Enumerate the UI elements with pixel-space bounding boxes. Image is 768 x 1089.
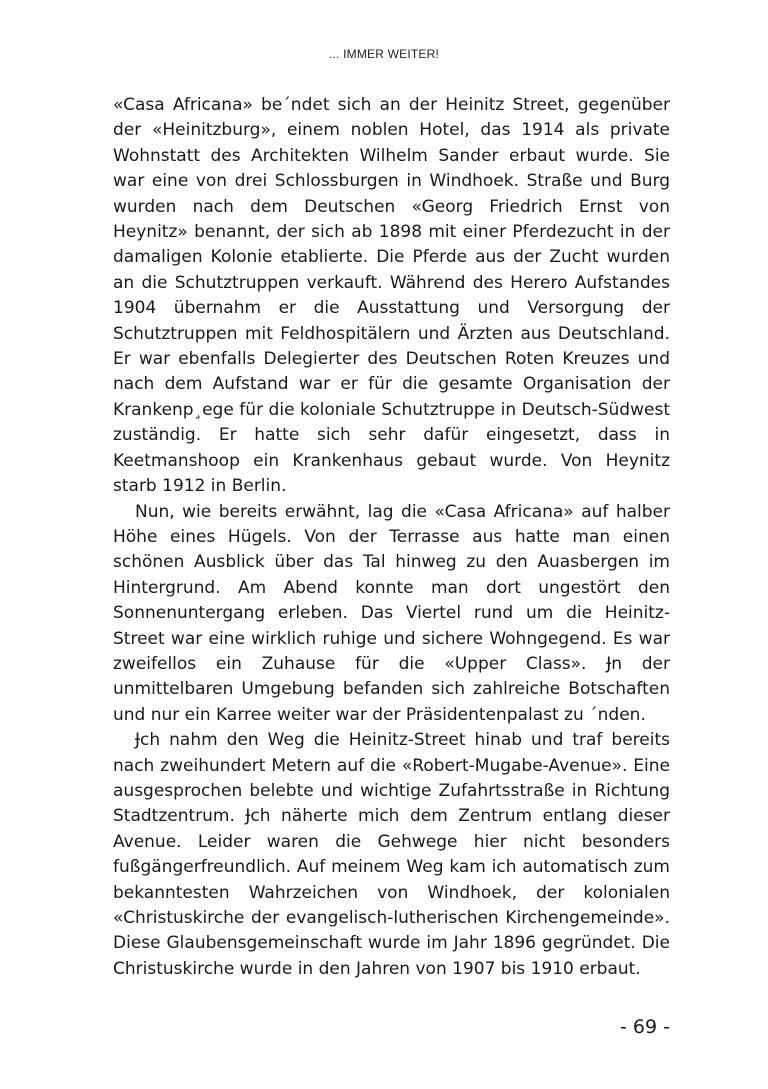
paragraph-1: «Casa Africana» be´ndet sich an der Heinitz Street, gegenüber der «Heinitzburg», einem noblen Hotel, das 1914 als private Wohnstatt des Architekten Wilhelm Sander erbaut wurde. Sie war eine von drei Schlossburgen in Windhoek. Straße und Burg wurden nach dem Deutschen «Georg Friedrich Ernst von Heynitz» benannt, der sich ab 1898 mit einer Pferdezucht in der damaligen Kolonie etablierte. Die Pferde aus der Zucht wurden an die Schutztruppen verkauft. Während des Herero Aufstandes 1904 übernahm er die Ausstattung und Versorgung der Schutztruppen mit Feldhospitälern und Ärzten aus Deutschland. Er war ebenfalls Delegierter des Deutschen Roten Kreuzes und nach dem Aufstand war er für die gesamte Organisation der Krankenp¸ege für die koloniale Schutztruppe in Deutsch-Südwest zuständig. Er hatte sich sehr dafür eingesetzt, dass in Keetmanshoop ein Krankenhaus gebaut wurde. Von Heynitz starb 1912 in Berlin. <box>113 95 670 497</box>
paragraph-2: Nun, wie bereits erwähnt, lag die «Casa Africana» auf halber Höhe eines Hügels. Von der Terrasse aus hatte man einen schönen Ausblick über das Tal hinweg zu den Auasbergen im Hintergrund. Am Abend konnte man dort ungestört den Sonnenuntergang erleben. Das Viertel rund um die Heinitz-Street war eine wirklich ruhige und sichere Wohngegend. Es war zweifellos ein Zuhause für die «Upper Class». Ɉn der unmittelbaren Umgebung befanden sich zahlreiche Botschaften und nur ein Karree weiter war der Präsidentenpalast zu ´nden. <box>113 501 670 725</box>
page-number: - 69 - <box>620 1016 670 1038</box>
paragraph-3: Ɉch nahm den Weg die Heinitz-Street hinab und traf bereits nach zweihundert Metern auf die «Robert-Mugabe-Avenue». Eine ausgesprochen belebte und wichtige Zufahrtsstraße in Richtung Stadtzentrum. Ɉch näherte mich dem Zentrum entlang dieser Avenue. Leider waren die Gehwege hier nicht besonders fußgängerfreundlich. Auf meinem Weg kam ich automatisch zum bekanntesten Wahrzeichen von Windhoek, der kolonialen «Christuskirche der evangelisch-lutherischen Kirchengemeinde». Diese Glaubensgemeinschaft wurde im Jahr 1896 gegründet. Die Christuskirche wurde in den Jahren von 1907 bis 1910 erbaut. <box>113 730 670 979</box>
running-header: ... IMMER WEITER! <box>328 47 440 61</box>
body-text <box>113 93 670 982</box>
